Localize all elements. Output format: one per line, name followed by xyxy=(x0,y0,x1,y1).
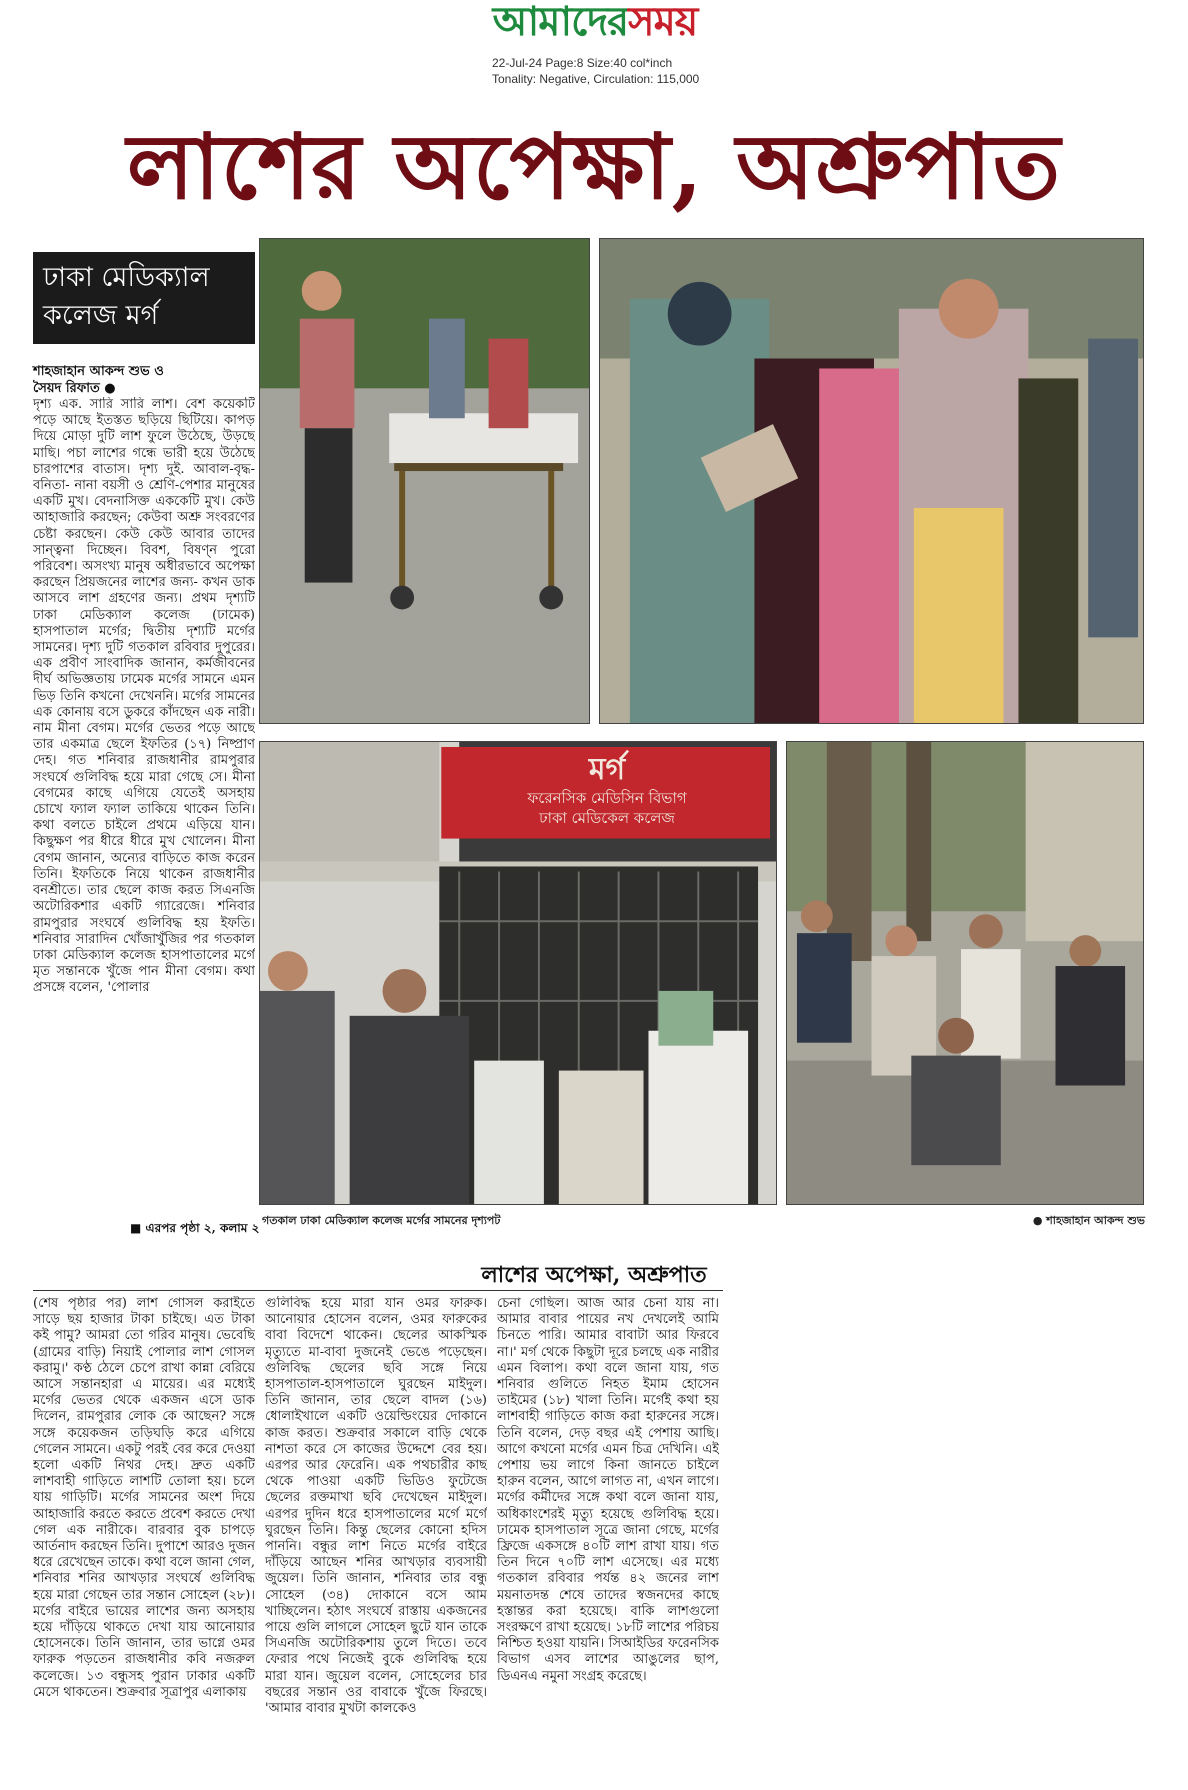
column-3-text: চেনা গেছিল। আজ আর চেনা যায় না। আমার বাবার পায়ের নখ দেখলেই আমি চিনতে পারি। আমার বাবাটা আর ফিরবে না।' মর্গ থেকে কিছুটা দূরে চলছে এক নারীর এমন বিলাপ। কথা বলে জানা যায়, গত শনিবার গুলিতে নিহত ইমাম হোসেন তাইমের (১৮) খালা তিনি। মর্গেই কথা হয় লাশবাহী গাড়িতে কাজ করা হারুনের সঙ্গে। তিনি বলেন, দেড় বছর এই পেশায় আছি। আগে কখনো মর্গের এমন চিত্র দেখিনি। এই পেশায় ভয় লাগে কিনা জানতে চাইলে হারুন বলেন, আগে লাগত না, এখন লাগে। মর্গের কর্মীদের সঙ্গে কথা বলে জানা যায়, অধিকাংশেরই মৃত্যু হয়েছে গুলিবিদ্ধ হয়ে। ঢামেক হাসপাতাল সূত্রে জানা গেছে, মর্গের ফ্রিজে একসঙ্গে ৪০টি লাশ রাখা যায়। গত তিন দিনে ৭০টি লাশ এসেছে। এর মধ্যে গতকাল রবিবার পর্যন্ত ৪২ জনের লাশ ময়নাতদন্ত শেষে তাদের স্বজনদের কাছে হস্তান্তর করা হয়েছে। বাকি লাশগুলো সংরক্ষণে রাখা হয়েছে। ১৮টি লাশের পরিচয় নিশ্চিত হওয়া যায়নি। সিআইডির ফরেনসিক বিভাগ এসব লাশের আঙুলের ছাপ, ডিএনএ নমুনা সংগ্রহ করেছে। xyxy=(497,1296,719,1684)
continuation-column-2 xyxy=(265,1296,487,1786)
front-body-text: দৃশ্য এক. সারি সারি লাশ। বেশ কয়েকটি পড়ে আছে ইতস্তত ছড়িয়ে ছিটিয়ে। কাপড় দিয়ে মোড়া দুটি লাশ ফুলে উঠেছে, উড়ছে মাছি। পচা লাশের গন্ধে ভারী হয়ে উঠেছে চারপাশের বাতাস। দৃশ্য দুই. আবাল-বৃদ্ধ-বনিতা- নানা বয়সী ও শ্রেণি-পেশার মানুষের একটি মুখ। বেদনাসিক্ত এককেটি মুখ। কেউ আহাজারি করছেন; কেউবা অশ্রু সংবরণের চেষ্টা করছেন। কেউ কেউ আবার তাদের সান্ত্বনা দিচ্ছেন। বিবশ, বিষণ্ন পুরো পরিবেশ। অসংখ্য মানুষ অধীরভাবে অপেক্ষা করছেন প্রিয়জনের লাশের জন্য- কখন ডাক আসবে লাশ গ্রহণের জন্য। প্রথম দৃশ্যটি ঢাকা মেডিক্যাল কলেজ (ঢামেক) হাসপাতাল মর্গের; দ্বিতীয় দৃশ্যটি মর্গের সামনের। দৃশ্য দুটি গতকাল রবিবার দুপুরের। এক প্রবীণ সাংবাদিক জানান, কর্মজীবনের দীর্ঘ অভিজ্ঞতায় ঢামেক মর্গের সামনে এমন ভিড় তিনি কখনো দেখেননি। মর্গের সামনের এক কোনায় বসে ডুকরে কাঁদছেন এক নারী। নাম মীনা বেগম। মর্গের ভেতর পড়ে আছে তার একমাত্র ছেলে ইফতির (১৭) নিষ্প্রাণ দেহ। গত শনিবার রাজধানীর রামপুরার সংঘর্ষে গুলিবিদ্ধ হয়ে মারা গেছে সে। মীনা বেগমের কাছে এগিয়ে যেতেই অসহায় চোখে ফ্যাল ফ্যাল তাকিয়ে থাকেন তিনি। কথা বলতে চাইলে প্রথমে এড়িয়ে যান। কিছুক্ষণ পর ধীরে ধীরে মুখ খোলেন। মীনা বেগম জানান, অন্যের বাড়িতে কাজ করেন তিনি। ইফতিকে নিয়ে থাকেন রাজধানীর বনশ্রীতে। তার ছেলে কাজ করত সিএনজি অটোরিকশার একটি গ্যারেজে। শনিবার রামপুরার সংঘর্ষে গুলিবিদ্ধ হয় ইফতি। শনিবার সারাদিন খোঁজাখুঁজির পর গতকাল ঢাকা মেডিক্যাল কলেজ হাসপাতালের মর্গে মৃত সন্তানকে খুঁজে পান মীনা বেগম। কথা প্রসঙ্গে বলেন, 'পোলার xyxy=(33,397,255,996)
sign-title: মর্গ xyxy=(588,752,626,787)
sign-line2: ফরেনসিক মেডিসিন বিভাগ xyxy=(527,789,687,807)
clip-meta-line1: 22-Jul-24 Page:8 Size:40 col*inch xyxy=(492,56,673,70)
continuation-headline: লাশের অপেক্ষা, অশ্রুপাত xyxy=(481,1262,707,1288)
kicker-line1: ঢাকা মেডিক্যাল xyxy=(43,262,210,293)
divider xyxy=(33,1290,723,1291)
photo-morgue-entrance xyxy=(259,741,777,1205)
photo-credit: ● শাহজাহান আকন্দ শুভ xyxy=(1032,1214,1145,1227)
sign-line3: ঢাকা মেডিকেল কলেজ xyxy=(539,809,675,827)
column-1-text: (শেষ পৃষ্ঠার পর) লাশ গোসল করাইতে সাড়ে ছয় হাজার টাকা চাইছে। এত টাকা কই পামু? আমরা তো গরিব মানুষ। ভেবেছি (গ্রামের বাড়ি) নিয়াই পোলার লাশ গোসল করামু।' কণ্ঠ ঠেলে চেপে রাখা কান্না বেরিয়ে আসে সন্তানহারা এ মায়ের। এর মধ্যেই মর্গের ভেতর থেকে একজন এসে ডাক দিলেন, রামপুরার লোক কে আছেন? সঙ্গে সঙ্গে কয়েকজন তড়িঘড়ি করে এগিয়ে গেলেন সামনে। একটু পরই বের করে দেওয়া হলো একটি নিথর দেহ। দ্রুত একটি লাশবাহী গাড়িতে লাশটি তোলা হয়। চলে যায় গাড়িটি। মর্গের সামনের অংশ দিয়ে আহাজারি করতে করতে প্রবেশ করতে দেখা গেল এক নারীকে। বারবার বুক চাপড়ে আর্তনাদ করছেন তিনি। দুপাশে আরও দুজন ধরে রেখেছেন তাকে। কথা বলে জানা গেল, শনিবার শনির আখড়ার সংঘর্ষে গুলিবিদ্ধ হয়ে মারা গেছেন তার সন্তান সোহেল (২৮)। মর্গের বাইরে ভায়ের লাশের জন্য অসহায় হয়ে দাঁড়িয়ে থাকতে দেখা যায় আনোয়ার হোসেনকে। তিনি জানান, তার ভাগ্নে ওমর ফারুক পড়তেন রাজধানীর কবি নজরুল কলেজে। ১৩ বন্ধুসহ পুরান ঢাকার একটি মেসে থাকতেন। শুক্রবার সূত্রাপুর এলাকায় xyxy=(33,1296,255,1700)
photo-stretcher xyxy=(259,238,590,724)
byline xyxy=(33,363,255,397)
column-2-text: গুলিবিদ্ধ হয়ে মারা যান ওমর ফারুক। আনোয়ার হোসেন বলেন, ওমর ফারুকের বাবা বিদেশে থাকেন। ছেলের আকস্মিক মৃত্যুতে মা-বাবা দুজনেই ভেঙে পড়েছেন। গুলিবিদ্ধ ছেলের ছবি সঙ্গে নিয়ে হাসপাতাল-হাসপাতালে ঘুরছেন মাইদুল। তিনি জানান, তার ছেলে বাদল (১৬) ধোলাইখালে একটি ওয়েল্ডিংয়ের দোকানে কাজ করত। শুক্রবার সকালে বাড়ি থেকে নাশতা করে সে কাজের উদ্দেশে বের হয়। এরপর আর ফেরেনি। এক পথচারীর কাছ থেকে পাওয়া একটি ভিডিও ফুটেজে ছেলের রক্তমাখা ছবি দেখেছেন মাইদুল। এরপর দুদিন ধরে হাসপাতালের মর্গে মর্গে ঘুরছেন তিনি। কিন্তু ছেলের কোনো হদিস পাননি। বন্ধুর লাশ নিতে মর্গের বাইরে দাঁড়িয়ে আছেন শনির আখড়ার ব্যবসায়ী জুয়েল। তিনি জানান, শনিবার তার বন্ধু সোহেল (৩৪) দোকানে বসে আম খাচ্ছিলেন। হঠাৎ সংঘর্ষে রাস্তায় একজনের পায়ে গুলি লাগলে সোহেল ছুটে যান তাকে সিএনজি অটোরিকশায় তুলে দিতে। তবে ফেরার পথে নিজেই বুকে গুলিবিদ্ধ হয়ে মারা যান। জুয়েল বলেন, সোহেলের চার বছরের সন্তান ওর বাবাকে খুঁজে ফিরছে। 'আমার বাবার মুখটা কালকেও xyxy=(265,1296,487,1717)
jump-line: ■ এরপর পৃষ্ঠা ২, কলাম ২ xyxy=(130,1221,260,1235)
byline-line2: সৈয়দ রিফাত ● xyxy=(33,381,116,396)
kicker-line2: কলেজ মর্গ xyxy=(43,300,159,331)
photo-grieving-women xyxy=(599,238,1144,724)
morgue-sign xyxy=(442,752,772,828)
continuation-column-3 xyxy=(497,1296,719,1786)
photo-caption: গতকাল ঢাকা মেডিক্যাল কলেজ মর্গের সামনের দৃশ্যপট xyxy=(262,1214,501,1227)
byline-line1: শাহজাহান আকন্দ শুভ ও xyxy=(33,364,164,379)
section-kicker xyxy=(33,252,255,344)
masthead-logo: আমাদেরসময় xyxy=(492,0,698,45)
clip-meta-line2: Tonality: Negative, Circulation: 115,000 xyxy=(492,72,700,86)
headline: লাশের অপেক্ষা, অশ্রুপাত xyxy=(126,114,1062,220)
photo-waiting-men xyxy=(786,741,1144,1205)
continuation-column-1 xyxy=(33,1296,255,1786)
front-body-column xyxy=(33,397,255,1217)
